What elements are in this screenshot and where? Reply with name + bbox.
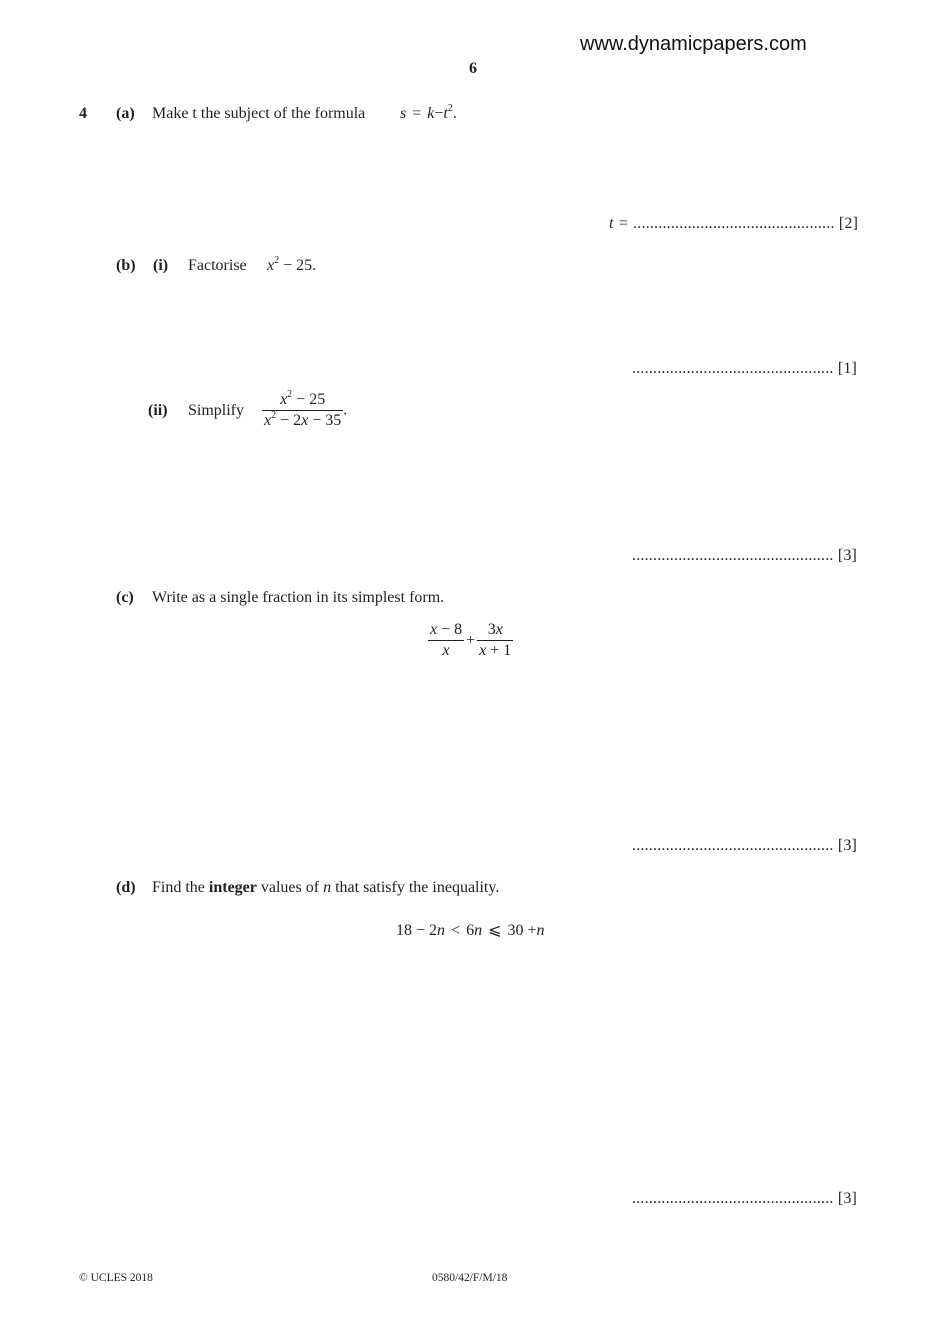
- fraction-1-numerator: [428, 620, 464, 641]
- part-a-answer-line[interactable]: [609, 215, 858, 233]
- part-d-label: (d): [116, 879, 136, 896]
- marks-b-ii: [3]: [837, 547, 858, 564]
- ineq-a: 18 − 2: [396, 922, 438, 939]
- marks-b-i: [1]: [837, 360, 858, 377]
- part-b-ii-text: Simplify: [188, 402, 245, 419]
- plus-sign: +: [466, 631, 476, 649]
- page-number: 6: [469, 60, 477, 77]
- part-a-label: (a): [116, 105, 135, 122]
- ineq-n2: n: [474, 922, 483, 939]
- answer-dots: ................................................: [632, 547, 834, 564]
- num-rest: − 25: [296, 391, 326, 408]
- num-exp: 2: [287, 388, 293, 400]
- formula-exp: 2: [447, 102, 453, 114]
- part-a-instruction: Make t the subject of the formula: [152, 105, 366, 122]
- part-b-i-answer-line[interactable]: [632, 360, 857, 378]
- fraction-1-denominator: x: [442, 642, 450, 659]
- den-rest-a: − 2: [280, 412, 302, 429]
- f1-num-rest: − 8: [441, 621, 463, 638]
- question-number: 4: [79, 105, 87, 122]
- expr-rest: − 25.: [283, 257, 317, 274]
- footer-code: 0580/42/F/M/18: [432, 1272, 508, 1284]
- f2-den-rest: + 1: [490, 642, 512, 659]
- ineq-lt: <: [451, 922, 461, 939]
- ineq-le: ⩽: [488, 922, 502, 939]
- part-a-text: [152, 105, 365, 123]
- fraction-denominator: [262, 411, 343, 431]
- part-c-text: Write as a single fraction in its simplest form.: [152, 589, 445, 606]
- part-c-expression: [428, 620, 513, 661]
- den-rest-b: − 35: [312, 412, 342, 429]
- d-text-after-1: values of: [260, 879, 320, 896]
- d-text-after-2: that satisfy the inequality.: [335, 879, 500, 896]
- ineq-b: 6: [466, 922, 475, 939]
- den-x: x: [264, 412, 272, 429]
- part-b-ii-fraction: [262, 390, 347, 431]
- fraction-numerator: [262, 390, 343, 411]
- part-b-label: (b): [116, 257, 136, 274]
- formula-k: k: [427, 105, 435, 122]
- ineq-n1: n: [437, 922, 446, 939]
- fraction-2-denominator: [477, 641, 513, 661]
- fraction-dot: .: [343, 401, 348, 419]
- marks-c: [3]: [837, 837, 858, 854]
- f2-num-x: x: [495, 621, 503, 638]
- den-exp: 2: [271, 409, 277, 421]
- part-a-formula: [400, 102, 457, 123]
- marks-a: [2]: [838, 215, 859, 232]
- f2-num-3: 3: [487, 621, 496, 638]
- answer-dots: ................................................: [632, 837, 834, 854]
- num-x: x: [280, 391, 288, 408]
- part-c-label: (c): [116, 589, 134, 606]
- f1-num-x: x: [430, 621, 438, 638]
- formula-s: s: [400, 105, 407, 122]
- expr-exp: 2: [274, 254, 280, 266]
- fraction-2-numerator: [477, 620, 513, 641]
- answer-dots: ................................................: [632, 1190, 834, 1207]
- marks-d: [3]: [837, 1190, 858, 1207]
- formula-minus: −: [434, 105, 444, 122]
- answer-dots: ................................................: [632, 360, 834, 377]
- ineq-n3: n: [536, 922, 545, 939]
- website-url: www.dynamicpapers.com: [580, 33, 807, 55]
- fraction-1: [428, 620, 464, 661]
- footer-copyright: © UCLES 2018: [79, 1272, 153, 1284]
- formula-eq: =: [412, 105, 422, 122]
- simplify-fraction: [262, 390, 343, 431]
- part-d-text: [152, 879, 499, 897]
- part-b-i-label: (i): [153, 257, 169, 274]
- answer-dots: ................................................: [633, 215, 835, 232]
- part-b-i-expression: [267, 254, 317, 275]
- fraction-2: [477, 620, 513, 661]
- part-d-inequality: [396, 920, 545, 940]
- part-b-ii-answer-line[interactable]: [632, 547, 857, 565]
- formula-dot: .: [452, 105, 457, 122]
- den-x2: x: [301, 412, 309, 429]
- ineq-c: 30 +: [507, 922, 537, 939]
- d-text-before: Find the: [152, 879, 205, 896]
- f2-den-x: x: [479, 642, 487, 659]
- part-d-answer-line[interactable]: [632, 1190, 857, 1208]
- part-b-i-text: Factorise: [188, 257, 247, 274]
- answer-prefix: t =: [609, 215, 629, 232]
- part-c-answer-line[interactable]: [632, 837, 857, 855]
- formula-t: t: [443, 105, 448, 122]
- d-text-bold: integer: [208, 879, 257, 896]
- expr-x: x: [267, 257, 275, 274]
- d-text-n: n: [323, 879, 332, 896]
- part-b-ii-label: (ii): [148, 402, 168, 419]
